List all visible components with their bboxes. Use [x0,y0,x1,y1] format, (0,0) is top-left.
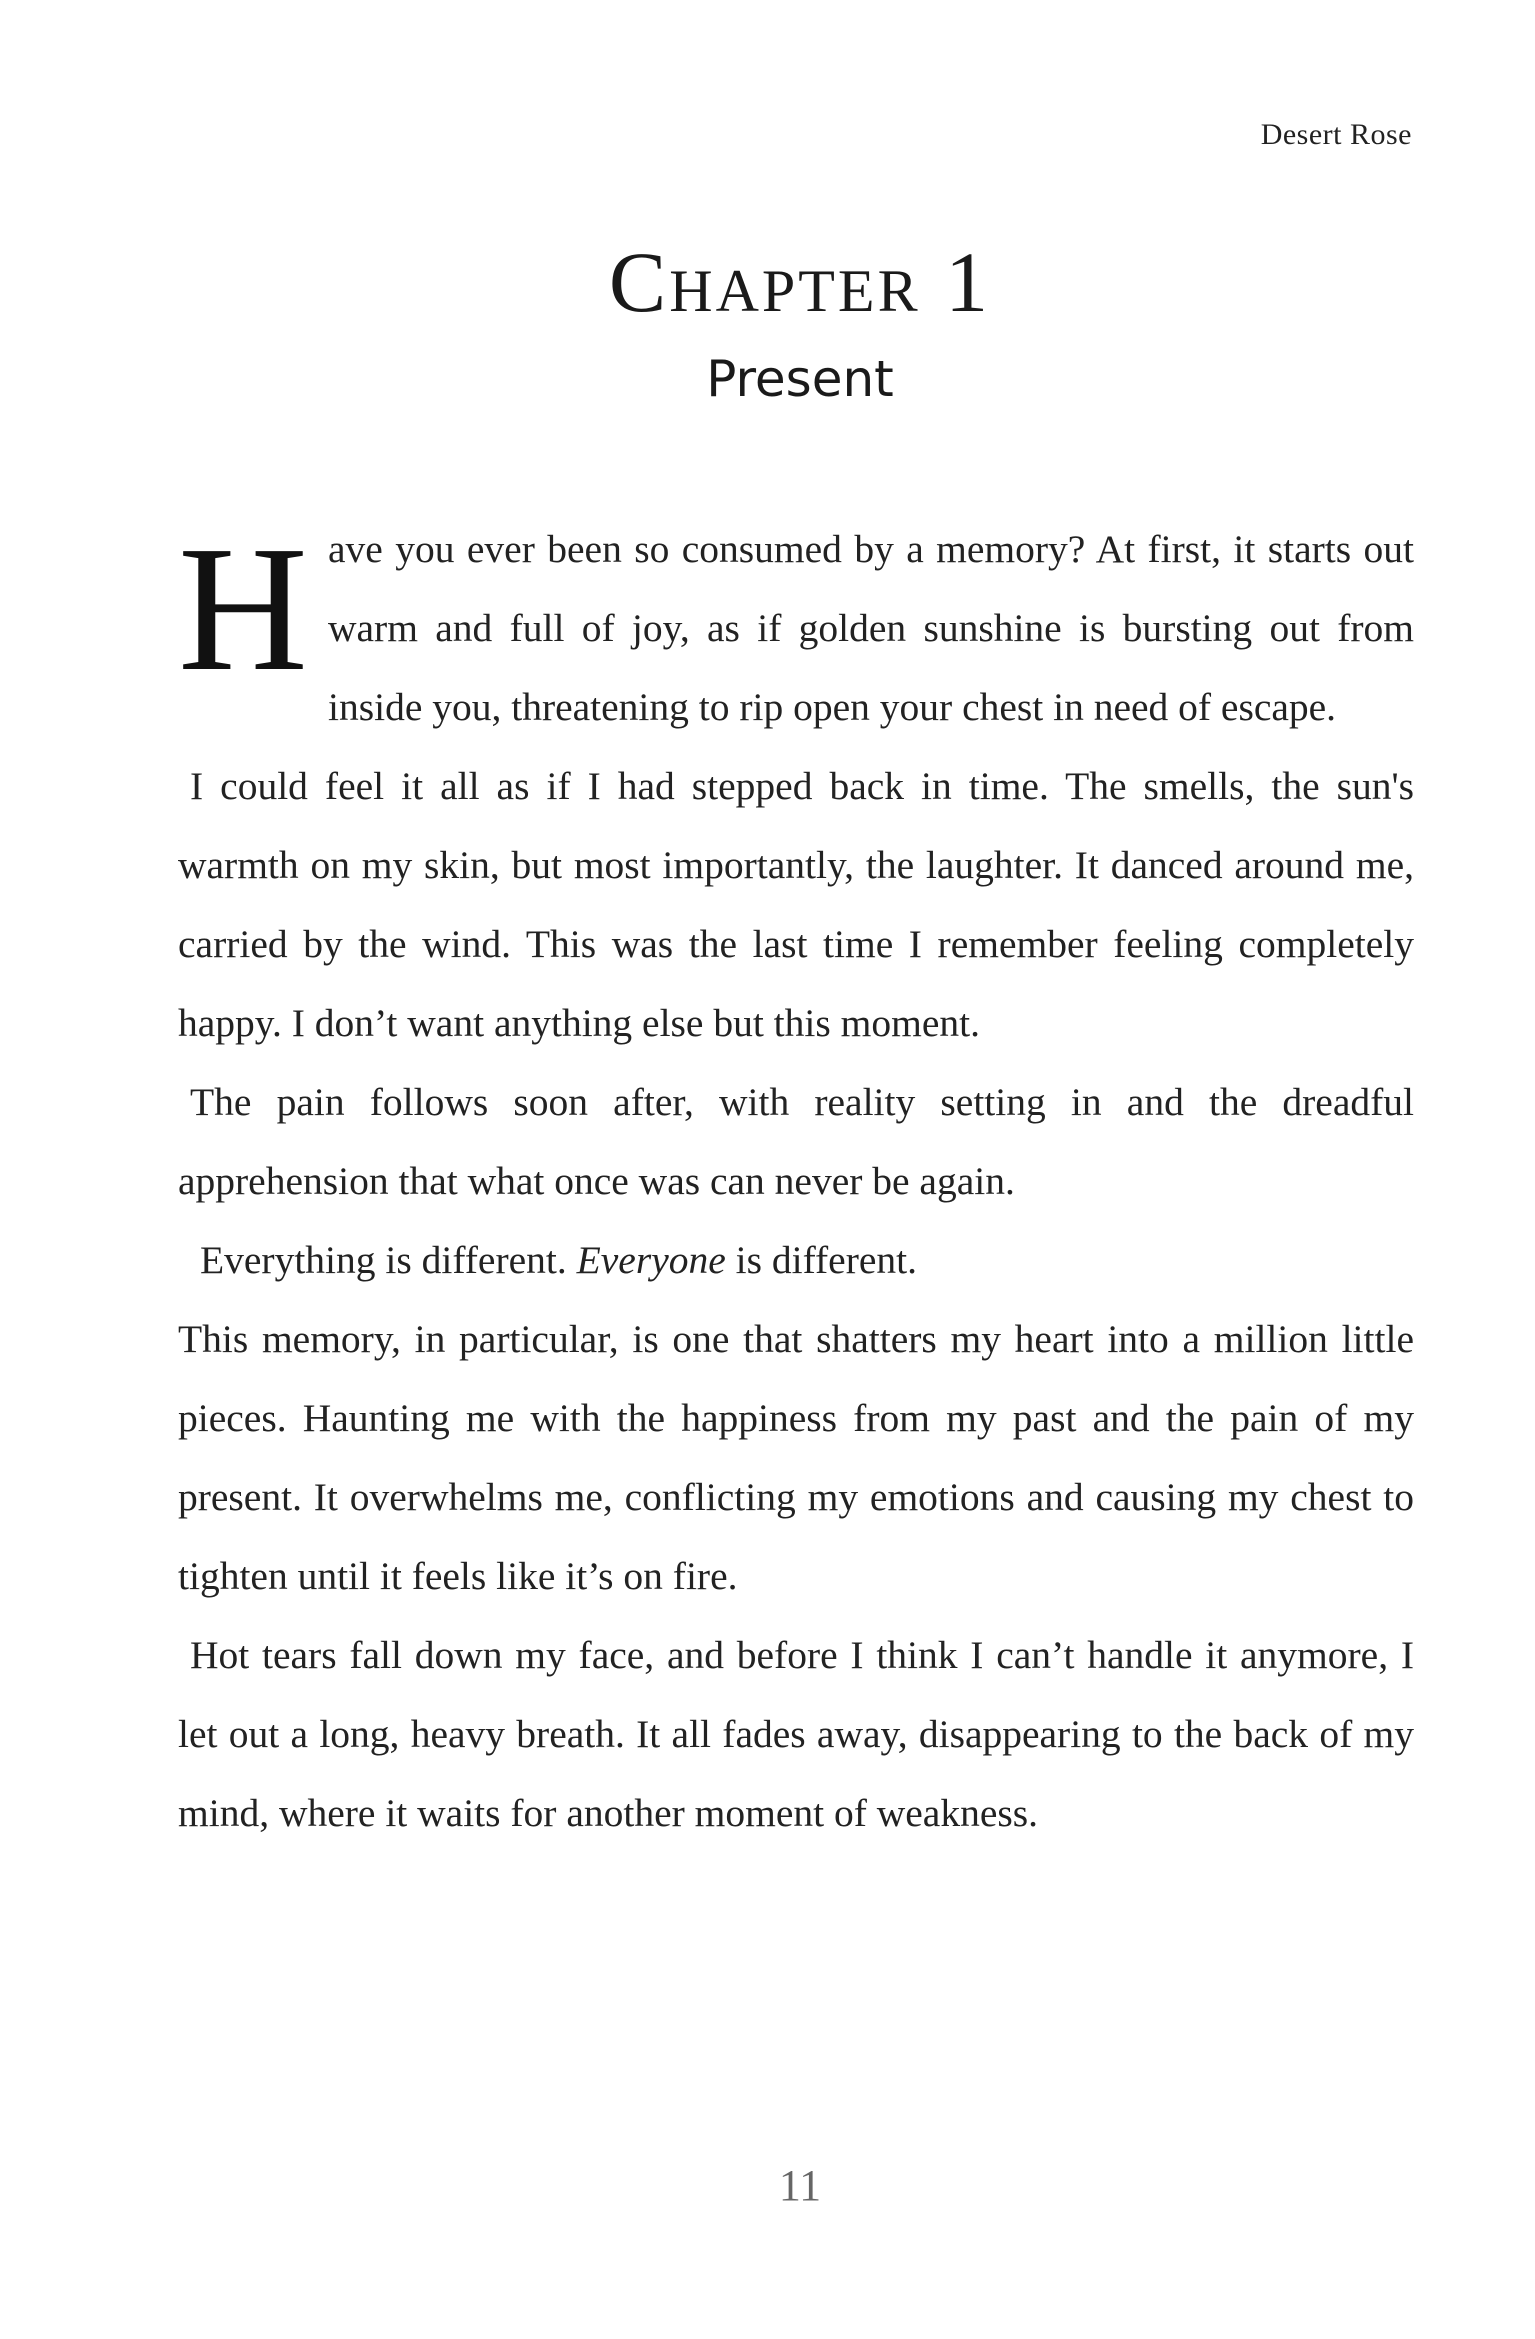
chapter-title: Chapter 1 [608,234,992,330]
paragraph: The pain follows soon after, with reality setting in and the dreadful apprehension that what once was can never be again. [178,1080,1414,1203]
paragraph-text: is different. [735,1238,917,1282]
opening-paragraph [178,510,1414,747]
paragraph [178,1221,1414,1300]
paragraph: I could feel it all as if I had stepped back in time. The smells, the sun's warmth on my skin, but most importantly, the laughter. It danced around me, carried by the wind. This was the last time I remember feeling completely happy. I don’t want anything else but this moment. [178,764,1414,1045]
paragraph: Hot tears fall down my face, and before I think I can’t handle it anymore, I let out a long, heavy breath. It all fades away, disappearing to the back of my mind, where it waits for another moment of weakness. [178,1633,1414,1835]
chapter-body [178,510,1414,1853]
chapter-subtitle: Present [706,350,894,408]
running-header: Desert Rose [1260,118,1412,151]
page-number: 11 [778,2161,822,2210]
emphasis-text: Everyone [576,1238,726,1282]
drop-cap: H [178,509,308,708]
paragraph-text: Everything is different. [200,1238,567,1282]
paragraph: This memory, in particular, is one that shatters my heart into a million little pieces. Haunting me with the happiness from my past and the pain of my present. It overwhelms me, conflicting my emotions and causing my chest to tighten until it feels like it’s on fire. [178,1317,1414,1598]
opening-paragraph-text: ave you ever been so consumed by a memory? At first, it starts out warm and full of joy, as if golden sunshine is bursting out from inside you, threatening to rip open your chest in need of escape. [328,527,1414,729]
